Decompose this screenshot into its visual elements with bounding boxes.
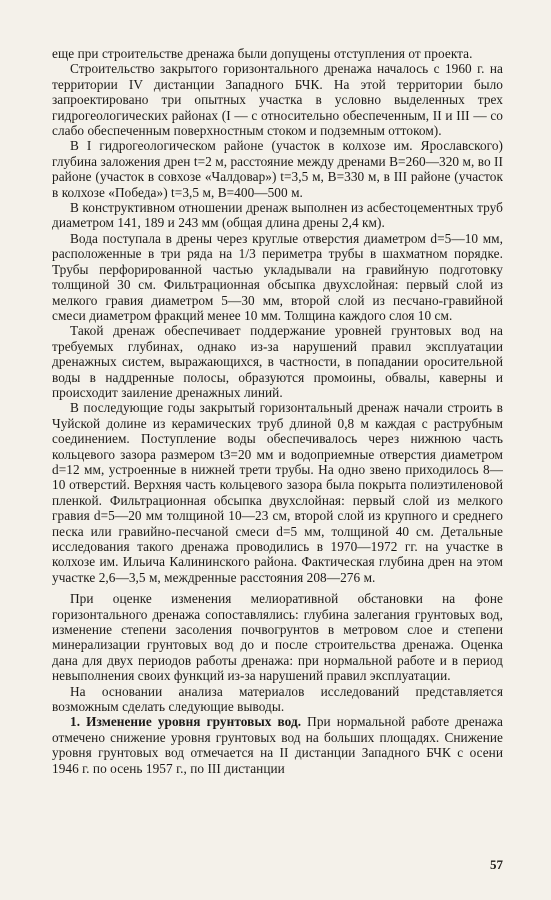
paragraph: Строительство закрытого горизонтального дренажа началось с 1960 г. на территории IV дистанции Западного БЧК. На этой территории было запроектировано три опытных участка в условно выделенных трех гидрогеологических районах (I — с относительно обеспеченным, II и III — со слабо обеспеченным поверхностным стоком и подземным оттоком). xyxy=(52,61,503,139)
paragraph: В конструктивном отношении дренаж выполнен из асбестоцементных труб диаметром 141, 189 и 243 мм (общая длина дрены 2,4 км). xyxy=(52,200,503,231)
paragraph-conclusion-1 xyxy=(52,714,503,776)
paragraph: В последующие годы закрытый горизонтальный дренаж начали строить в Чуйской долине из керамических труб длиной 0,8 м каждая с раструбным соединением. Поступление воды обеспечивалось через нижнюю часть кольцевого зазора размером t3=20 мм и водоприемные отверстия диаметром d=12 мм, устроенные в нижней трети трубы. На одно звено приходилось 8—10 отверстий. Верхняя часть кольцевого зазора была покрыта полиэтиленовой пленкой. Фильтрационная обсыпка двухслойная: первый слой из мелкого гравия d=5—20 мм толщиной 10—23 см, второй слой из крупного и среднего песка или гравийно-песчаной смеси d=5 мм, толщиной 40 см. Детальные исследования такого дренажа проводились в 1970—1972 гг. на участке в колхозе им. Ильича Калининского района. Фактическая глубина дрен на этом участке 2,6—3,5 м, междренные расстояния 208—276 м. xyxy=(52,400,503,585)
paragraph: На основании анализа материалов исследований представляется возможным сделать следующие выводы. xyxy=(52,683,503,715)
paragraph: еще при строительстве дренажа были допущены отступления от проекта. xyxy=(52,46,473,61)
paragraph: Такой дренаж обеспечивает поддержание уровней грунтовых вод на требуемых глубинах, однако из-за нарушений правил эксплуатации дренажных систем, выражающихся, в частности, в попадании оросительной воды в наддренные полосы, образуются промоины, обвалы, каверны и происходит заиление дренажных линий. xyxy=(52,323,503,400)
body-text xyxy=(52,46,503,776)
paragraph: При оценке изменения мелиоративной обстановки на фоне горизонтального дренажа сопоставлялись: глубина залегания грунтовых вод, изменение степени засоления почвогрунтов в метровом слое и степени минерализации грунтовых вод до и после строительства дренажа. Оценка дана для двух периодов работы дренажа: при нормальной работе и в период невыполнения своих функций из-за нарушений правил эксплуатации. xyxy=(52,591,503,684)
paragraph: Вода поступала в дрены через круглые отверстия диаметром d=5—10 мм, расположенные в три ряда на 1/3 периметра трубы в шахматном порядке. Трубы перфорированной частью укладывали на гравийную подготовку толщиной 30 см. Фильтрационная обсыпка двухслойная: первый слой из мелкого гравия диаметром 5—30 мм, второй слой из песчано-гравийной смеси диаметром фракций менее 10 мм. Толщина каждого слоя 10 см. xyxy=(52,230,503,323)
conclusion-text: При нормальной работе дренажа отмечено снижение уровня грунтовых вод на больших площадях. Снижение уровня грунтовых вод отмечается на II дистанции Западного БЧК с осени 1946 г. по осень 1957 г., по III дистанции xyxy=(52,714,503,776)
page-number: 57 xyxy=(490,857,503,872)
conclusion-heading: 1. Изменение уровня грунтовых вод. xyxy=(70,714,302,730)
paragraph: В I гидрогеологическом районе (участок в колхозе им. Ярославского) глубина заложения дрен t=2 м, расстояние между дренами B=260—320 м, во II районе (участок в совхозе «Чалдовар») t=3,5 м, B=330 м, в III районе (участок в колхозе «Победа») t=3,5 м, B=400—500 м. xyxy=(52,138,503,200)
